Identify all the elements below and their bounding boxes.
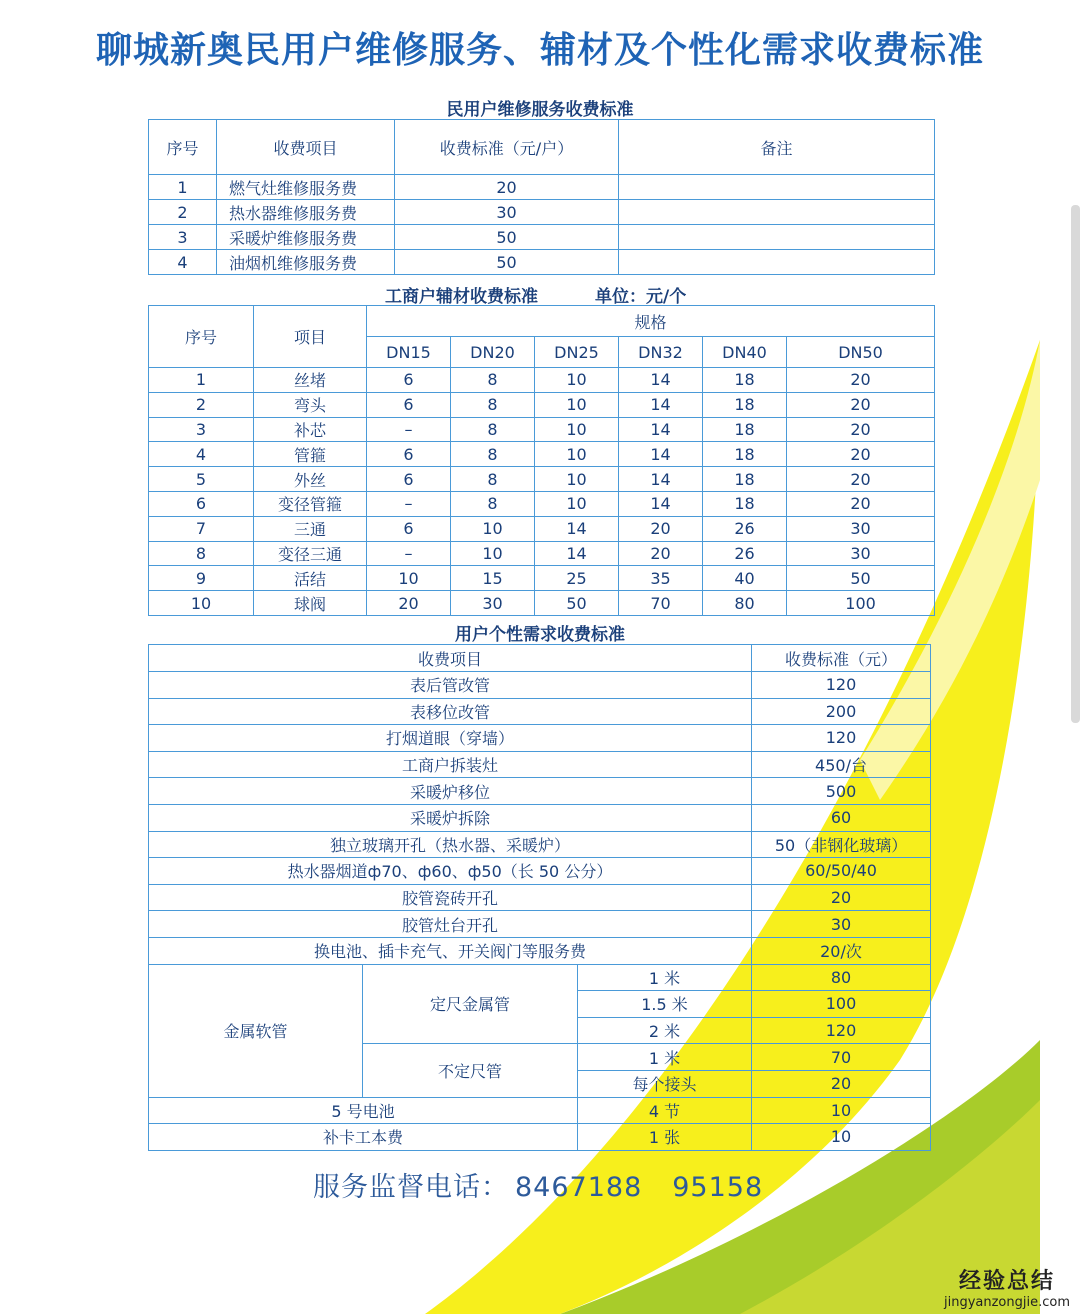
cell: 外丝: [254, 467, 367, 492]
table-row: [149, 725, 931, 752]
spec-header: DN32: [619, 337, 703, 368]
cell: 30: [787, 516, 935, 541]
table1-heading: 民用户维修服务收费标准: [446, 100, 634, 120]
service-item: 换电池、插卡充气、开关阀门等服务费: [149, 937, 752, 964]
cell: 5: [149, 467, 254, 492]
cell: 4: [149, 442, 254, 467]
table-header-row: [149, 120, 935, 175]
scrollbar[interactable]: [1071, 205, 1080, 723]
service-price: 450/台: [752, 751, 931, 778]
header-cell: 收费标准（元）: [752, 645, 931, 672]
table-row: [149, 964, 931, 991]
cell: 18: [703, 368, 787, 393]
cell: 2: [149, 200, 217, 225]
service-item: 表后管改管: [149, 672, 752, 699]
cell: 70: [619, 591, 703, 616]
cell: 2 米: [578, 1017, 752, 1044]
cell: [619, 250, 935, 275]
cell: 10: [535, 442, 619, 467]
cell: 20: [787, 392, 935, 417]
service-price: 20: [752, 884, 931, 911]
service-item: 胶管灶台开孔: [149, 911, 752, 938]
cell: 50: [395, 250, 619, 275]
cell: 20: [752, 1070, 931, 1097]
table-row: [149, 804, 931, 831]
cell: 20: [787, 417, 935, 442]
cell: 20: [619, 541, 703, 566]
cell: [619, 225, 935, 250]
watermark: [944, 1264, 1070, 1310]
cell: 18: [703, 442, 787, 467]
table-row: [149, 858, 931, 885]
cell: 10: [149, 591, 254, 616]
cell: 4 节: [578, 1097, 752, 1124]
cell: 30: [451, 591, 535, 616]
cell: 6: [367, 442, 451, 467]
service-item: 胶管瓷砖开孔: [149, 884, 752, 911]
service-item: 采暖炉拆除: [149, 804, 752, 831]
cell: 6: [367, 368, 451, 393]
cell: 1 米: [578, 964, 752, 991]
cell: 8: [451, 442, 535, 467]
cell: 50: [787, 566, 935, 591]
cell: 100: [787, 591, 935, 616]
table3-heading: 用户个性需求收费标准: [455, 625, 625, 645]
repair-fee-table: [148, 119, 935, 275]
service-price: 500: [752, 778, 931, 805]
header-cell: 序号: [149, 306, 254, 368]
spec-header: DN25: [535, 337, 619, 368]
cell: 18: [703, 467, 787, 492]
cell: 14: [535, 541, 619, 566]
custom-service-fee-table: [148, 644, 931, 1151]
cell: 14: [619, 491, 703, 516]
cell: 20: [395, 175, 619, 200]
cell: 14: [619, 467, 703, 492]
table-row: [149, 200, 935, 225]
cell: 20: [787, 467, 935, 492]
cell: 40: [703, 566, 787, 591]
cell: 1.5 米: [578, 991, 752, 1018]
service-price: 60: [752, 804, 931, 831]
hose-label: 金属软管: [149, 964, 363, 1097]
cell: 70: [752, 1044, 931, 1071]
cell: 14: [619, 417, 703, 442]
service-item: 独立玻璃开孔（热水器、采暖炉）: [149, 831, 752, 858]
table-header-row: [149, 645, 931, 672]
table-row: [149, 442, 935, 467]
cell: 6: [367, 392, 451, 417]
header-cell: 序号: [149, 120, 217, 175]
cell: 3: [149, 225, 217, 250]
cell: 30: [395, 200, 619, 225]
cell: –: [367, 541, 451, 566]
table-row: [149, 250, 935, 275]
table-header-row: [149, 306, 935, 337]
cell: 1: [149, 368, 254, 393]
spec-header: DN15: [367, 337, 451, 368]
cell: 80: [703, 591, 787, 616]
cell: 变径管箍: [254, 491, 367, 516]
service-price: 120: [752, 725, 931, 752]
cell: 18: [703, 417, 787, 442]
cell: 120: [752, 1017, 931, 1044]
header-cell: 收费项目: [149, 645, 752, 672]
table-row: [149, 541, 935, 566]
cell: 8: [149, 541, 254, 566]
cell: 变径三通: [254, 541, 367, 566]
cell: 6: [367, 467, 451, 492]
cell: 1 张: [578, 1124, 752, 1151]
cell: 20: [787, 368, 935, 393]
spec-header: DN50: [787, 337, 935, 368]
cell: 9: [149, 566, 254, 591]
cell: 油烟机维修服务费: [217, 250, 395, 275]
cell: 100: [752, 991, 931, 1018]
cell: 10: [535, 491, 619, 516]
table-row: [149, 1097, 931, 1124]
cell: 18: [703, 491, 787, 516]
cell: 丝堵: [254, 368, 367, 393]
service-price: 50（非钢化玻璃）: [752, 831, 931, 858]
cell: 2: [149, 392, 254, 417]
cell: 燃气灶维修服务费: [217, 175, 395, 200]
service-price: 120: [752, 672, 931, 699]
cell: 5 号电池: [149, 1097, 578, 1124]
header-cell: 备注: [619, 120, 935, 175]
cell: 15: [451, 566, 535, 591]
cell: [619, 175, 935, 200]
cell: 采暖炉维修服务费: [217, 225, 395, 250]
watermark-text: 经验总结: [958, 1269, 1055, 1294]
service-item: 采暖炉移位: [149, 778, 752, 805]
cell: –: [367, 417, 451, 442]
cell: 每个接头: [578, 1070, 752, 1097]
header-cell: 项目: [254, 306, 367, 368]
cell: 10: [535, 417, 619, 442]
table-row: [149, 175, 935, 200]
table-row: [149, 491, 935, 516]
cell: 14: [619, 392, 703, 417]
hotline-phone-1[interactable]: 8467188: [515, 1172, 643, 1203]
table-row: [149, 225, 935, 250]
cell: 26: [703, 516, 787, 541]
unfixed-hose-label: 不定尺管: [363, 1044, 578, 1097]
table-row: [149, 937, 931, 964]
cell: 8: [451, 491, 535, 516]
cell: 热水器维修服务费: [217, 200, 395, 225]
cell: 10: [752, 1124, 931, 1151]
table-row: [149, 392, 935, 417]
cell: 20: [787, 491, 935, 516]
cell: 10: [535, 392, 619, 417]
service-hotline: [313, 1165, 763, 1204]
cell: 20: [367, 591, 451, 616]
table-row: [149, 751, 931, 778]
hotline-label: 服务监督电话：: [313, 1172, 509, 1203]
cell: 25: [535, 566, 619, 591]
cell: 1 米: [578, 1044, 752, 1071]
header-cell: 规格: [367, 306, 935, 337]
cell: 7: [149, 516, 254, 541]
cell: 8: [451, 467, 535, 492]
cell: 1: [149, 175, 217, 200]
cell: 14: [535, 516, 619, 541]
cell: 18: [703, 392, 787, 417]
table-row: [149, 698, 931, 725]
hotline-phone-2[interactable]: 95158: [672, 1172, 764, 1203]
service-item: 表移位改管: [149, 698, 752, 725]
spec-header: DN20: [451, 337, 535, 368]
cell: 10: [535, 467, 619, 492]
watermark-url: jingyanzongjie.com: [943, 1295, 1070, 1310]
cell: 10: [451, 541, 535, 566]
cell: 20: [619, 516, 703, 541]
cell: 10: [752, 1097, 931, 1124]
service-price: 30: [752, 911, 931, 938]
header-cell: 收费标准（元/户）: [395, 120, 619, 175]
cell: 3: [149, 417, 254, 442]
material-fee-table: [148, 305, 935, 616]
table-row: [149, 911, 931, 938]
table-row: [149, 566, 935, 591]
cell: [619, 200, 935, 225]
table-row: [149, 417, 935, 442]
service-item: 热水器烟道ф70、ф60、ф50（长 50 公分）: [149, 858, 752, 885]
cell: 活结: [254, 566, 367, 591]
cell: 80: [752, 964, 931, 991]
cell: 20: [787, 442, 935, 467]
cell: 10: [367, 566, 451, 591]
table-row: [149, 368, 935, 393]
table-row: [149, 1124, 931, 1151]
table-row: [149, 591, 935, 616]
cell: 弯头: [254, 392, 367, 417]
table-row: [149, 467, 935, 492]
cell: 35: [619, 566, 703, 591]
service-price: 200: [752, 698, 931, 725]
cell: 14: [619, 368, 703, 393]
table2-heading: 工商户辅材收费标准: [385, 287, 538, 307]
cell: 三通: [254, 516, 367, 541]
service-item: 打烟道眼（穿墙）: [149, 725, 752, 752]
cell: 8: [451, 417, 535, 442]
cell: 8: [451, 392, 535, 417]
fixed-hose-label: 定尺金属管: [363, 964, 578, 1044]
cell: 30: [787, 541, 935, 566]
page-title: 聊城新奥民用户维修服务、辅材及个性化需求收费标准: [95, 30, 984, 71]
service-item: 工商户拆装灶: [149, 751, 752, 778]
table-row: [149, 672, 931, 699]
cell: 4: [149, 250, 217, 275]
cell: 6: [367, 516, 451, 541]
cell: –: [367, 491, 451, 516]
cell: 50: [395, 225, 619, 250]
table-row: [149, 831, 931, 858]
cell: 50: [535, 591, 619, 616]
spec-header: DN40: [703, 337, 787, 368]
cell: 6: [149, 491, 254, 516]
table-row: [149, 884, 931, 911]
cell: 管箍: [254, 442, 367, 467]
cell: 14: [619, 442, 703, 467]
cell: 球阀: [254, 591, 367, 616]
service-price: 20/次: [752, 937, 931, 964]
cell: 补卡工本费: [149, 1124, 578, 1151]
header-cell: 收费项目: [217, 120, 395, 175]
cell: 26: [703, 541, 787, 566]
cell: 8: [451, 368, 535, 393]
cell: 补芯: [254, 417, 367, 442]
table-row: [149, 516, 935, 541]
cell: 10: [451, 516, 535, 541]
table-row: [149, 778, 931, 805]
service-price: 60/50/40: [752, 858, 931, 885]
table2-unit: 单位：元/个: [595, 287, 687, 307]
cell: 10: [535, 368, 619, 393]
